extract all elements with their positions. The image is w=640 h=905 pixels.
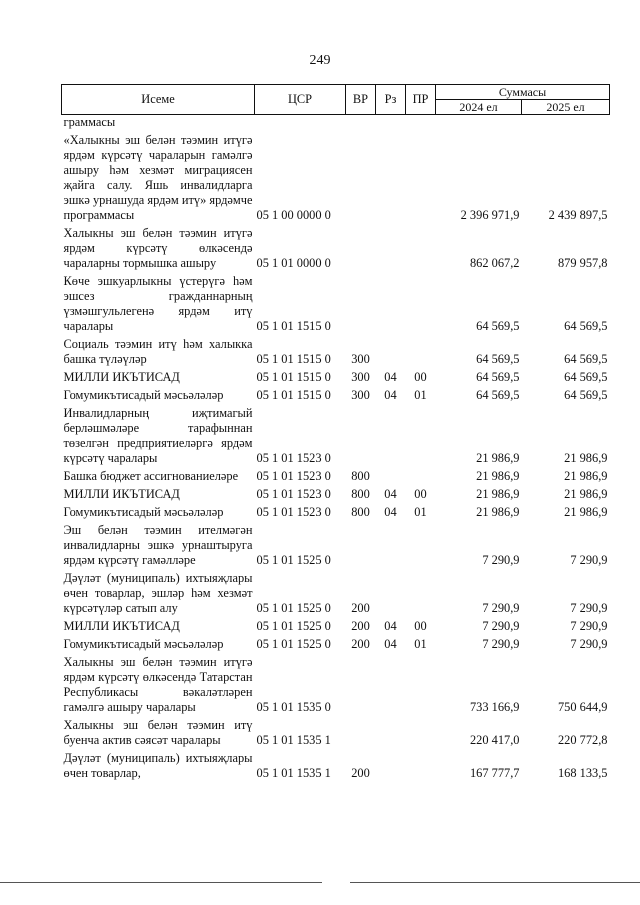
row-name: Халыкны эш белән тәэмин итүгә ярдәм күрсәтү өлкәсендә Татарстан Республикасы вәкаләтләрен гамәлгә ашыру чаралары <box>63 655 253 714</box>
row-rz: 04 <box>384 637 397 651</box>
row-name: МИЛЛИ ИКЪТИСАД <box>63 370 180 384</box>
row-sum-2025: 64 569,5 <box>564 370 608 384</box>
row-vr <box>346 132 376 225</box>
table-row <box>62 750 610 783</box>
row-rz <box>376 522 406 570</box>
row-csr: 05 1 01 1523 0 <box>256 469 331 483</box>
row-pr <box>406 522 436 570</box>
table-row <box>62 522 610 570</box>
row-csr: 05 1 01 1525 0 <box>256 601 331 615</box>
row-rz: 04 <box>384 619 397 633</box>
row-sum-2025: 21 986,9 <box>564 505 608 519</box>
row-name: Башка бюджет ассигнованиеләре <box>63 469 239 483</box>
table-row <box>62 618 610 636</box>
table-row <box>62 636 610 654</box>
row-pr: 01 <box>414 505 427 519</box>
row-name: «Халыкны эш белән тәэмин итүгә ярдәм күрсәтү чараларын гамәлгә ашыру һәм хезмәт миграциясен җайга салу. Яшь инвалидларга эшкә урнашуда ярдәм итү» ярдәмче программасы <box>63 133 253 222</box>
row-sum-2025: 2 439 897,5 <box>548 208 608 222</box>
row-vr: 300 <box>351 388 370 402</box>
row-vr <box>346 115 376 133</box>
row-sum-2025: 21 986,9 <box>564 487 608 501</box>
row-rz <box>376 468 406 486</box>
row-vr: 800 <box>351 469 370 483</box>
row-csr: 05 1 01 1525 0 <box>256 637 331 651</box>
table-row <box>62 504 610 522</box>
row-vr: 300 <box>351 352 370 366</box>
row-sum-2024 <box>436 115 522 133</box>
row-sum-2024: 7 290,9 <box>482 637 520 651</box>
header-pr: ПР <box>406 85 436 115</box>
row-name: Халыкны эш белән тәэмин итүгә ярдәм күрсәтү өлкәсендә чараларны тормышка ашыру <box>63 226 253 270</box>
table-row <box>62 654 610 717</box>
table-row <box>62 369 610 387</box>
table-row <box>62 486 610 504</box>
row-sum-2024: 21 986,9 <box>476 451 520 465</box>
row-pr <box>406 405 436 468</box>
row-vr <box>346 405 376 468</box>
footer-rule <box>350 882 640 883</box>
row-sum-2024: 733 166,9 <box>469 700 520 714</box>
row-pr: 00 <box>414 487 427 501</box>
row-csr: 05 1 01 1523 0 <box>256 451 331 465</box>
row-vr <box>346 273 376 336</box>
row-name: Эш белән тәэмин ителмәгән инвалидларны эшкә урнаштыруга ярдәм күрсәтү гамәлләре <box>63 523 253 567</box>
row-rz: 04 <box>384 388 397 402</box>
row-csr: 05 1 01 1515 0 <box>256 319 331 333</box>
row-sum-2024: 7 290,9 <box>482 601 520 615</box>
row-sum-2025: 21 986,9 <box>564 469 608 483</box>
row-csr: 05 1 01 1535 1 <box>256 733 331 747</box>
row-pr <box>406 115 436 133</box>
row-sum-2025 <box>522 115 610 133</box>
row-name: Дәүләт (муниципаль) ихтыяҗлары өчен товарлар, эшләр һәм хезмәт күрсәтүләр сатып алу <box>63 571 253 615</box>
row-pr <box>406 225 436 273</box>
header-csr: ЦСР <box>255 85 346 115</box>
row-name: МИЛЛИ ИКЪТИСАД <box>63 619 180 633</box>
row-vr: 200 <box>351 637 370 651</box>
row-csr: 05 1 01 0000 0 <box>256 256 331 270</box>
row-sum-2025: 220 772,8 <box>557 733 608 747</box>
row-sum-2024: 64 569,5 <box>476 388 520 402</box>
row-sum-2025: 7 290,9 <box>570 637 608 651</box>
row-sum-2025: 64 569,5 <box>564 319 608 333</box>
row-name: Инвалидларның иҗтимагый берләшмәләре тарафыннан төзелгән предприятиеләргә ярдәм күрсәтү чаралары <box>63 406 253 465</box>
row-csr: 05 1 01 1515 0 <box>256 388 331 402</box>
table-body <box>62 115 610 784</box>
row-sum-2024: 862 067,2 <box>469 256 520 270</box>
row-pr <box>406 336 436 369</box>
header-name: Исеме <box>62 85 255 115</box>
row-sum-2024: 64 569,5 <box>476 370 520 384</box>
row-csr: 05 1 01 1515 0 <box>256 370 331 384</box>
row-name: Дәүләт (муниципаль) ихтыяҗлары өчен товарлар, <box>63 751 253 780</box>
row-csr: 05 1 01 1525 0 <box>256 553 331 567</box>
table-row <box>62 132 610 225</box>
header-year-2024: 2024 ел <box>436 100 522 115</box>
row-rz <box>376 717 406 750</box>
row-rz: 04 <box>384 487 397 501</box>
row-sum-2025: 7 290,9 <box>570 619 608 633</box>
row-csr <box>255 115 346 133</box>
row-sum-2025: 64 569,5 <box>564 352 608 366</box>
row-pr <box>406 273 436 336</box>
row-name: граммасы <box>63 115 116 129</box>
row-sum-2025: 168 133,5 <box>557 766 608 780</box>
row-csr: 05 1 00 0000 0 <box>256 208 331 222</box>
row-csr: 05 1 01 1523 0 <box>256 505 331 519</box>
row-rz <box>376 750 406 783</box>
footer-rule <box>0 882 322 883</box>
row-csr: 05 1 01 1525 0 <box>256 619 331 633</box>
row-sum-2024: 7 290,9 <box>482 619 520 633</box>
table-row <box>62 336 610 369</box>
row-sum-2024: 7 290,9 <box>482 553 520 567</box>
row-rz <box>376 132 406 225</box>
table-row <box>62 225 610 273</box>
row-rz: 04 <box>384 505 397 519</box>
row-pr <box>406 132 436 225</box>
row-sum-2025: 7 290,9 <box>570 553 608 567</box>
row-pr: 00 <box>414 370 427 384</box>
row-rz <box>376 115 406 133</box>
row-name: Гомумикътисадый мәсьәләләр <box>63 505 224 519</box>
row-sum-2025: 879 957,8 <box>557 256 608 270</box>
row-vr <box>346 522 376 570</box>
header-vr: ВР <box>346 85 376 115</box>
table-row <box>62 405 610 468</box>
row-sum-2024: 64 569,5 <box>476 319 520 333</box>
row-pr <box>406 468 436 486</box>
row-sum-2024: 220 417,0 <box>469 733 520 747</box>
header-year-2025: 2025 ел <box>522 100 610 115</box>
row-vr: 300 <box>351 370 370 384</box>
row-rz <box>376 570 406 618</box>
row-vr: 800 <box>351 487 370 501</box>
row-csr: 05 1 01 1535 0 <box>256 700 331 714</box>
row-sum-2024: 64 569,5 <box>476 352 520 366</box>
row-vr: 200 <box>351 601 370 615</box>
table-row <box>62 115 610 133</box>
row-sum-2024: 21 986,9 <box>476 505 520 519</box>
row-rz <box>376 654 406 717</box>
row-vr: 800 <box>351 505 370 519</box>
header-sums: Суммасы <box>436 85 610 100</box>
table-row <box>62 273 610 336</box>
row-csr: 05 1 01 1515 0 <box>256 352 331 366</box>
row-rz <box>376 405 406 468</box>
row-rz <box>376 225 406 273</box>
row-pr: 01 <box>414 388 427 402</box>
row-name: Көче эшкуарлыкны үстерүгә һәм эшсез гражданнарның үзмәшгульлегенә ярдәм итү чаралары <box>63 274 253 333</box>
row-vr: 200 <box>351 619 370 633</box>
row-sum-2025: 7 290,9 <box>570 601 608 615</box>
table-row <box>62 717 610 750</box>
row-vr: 200 <box>351 766 370 780</box>
row-sum-2024: 2 396 971,9 <box>460 208 520 222</box>
table-row <box>62 468 610 486</box>
budget-table <box>61 84 610 783</box>
row-vr <box>346 225 376 273</box>
table-row <box>62 387 610 405</box>
row-name: Гомумикътисадый мәсьәләләр <box>63 388 224 402</box>
row-name: Халыкны эш белән тәэмин итү буенча актив сәясәт чаралары <box>63 718 253 747</box>
row-pr <box>406 750 436 783</box>
row-pr <box>406 654 436 717</box>
row-sum-2024: 167 777,7 <box>469 766 520 780</box>
row-pr: 00 <box>414 619 427 633</box>
row-csr: 05 1 01 1535 1 <box>256 766 331 780</box>
page-number: 249 <box>309 53 331 68</box>
row-pr: 01 <box>414 637 427 651</box>
table-header <box>62 85 610 115</box>
row-vr <box>346 654 376 717</box>
row-pr <box>406 717 436 750</box>
row-rz <box>376 336 406 369</box>
row-csr: 05 1 01 1523 0 <box>256 487 331 501</box>
row-sum-2025: 21 986,9 <box>564 451 608 465</box>
row-name: Социаль тәэмин итү һәм халыкка башка түләүләр <box>63 337 253 366</box>
table-row <box>62 570 610 618</box>
row-vr <box>346 717 376 750</box>
row-rz: 04 <box>384 370 397 384</box>
row-name: Гомумикътисадый мәсьәләләр <box>63 637 224 651</box>
row-sum-2024: 21 986,9 <box>476 487 520 501</box>
header-rz: Рз <box>376 85 406 115</box>
row-pr <box>406 570 436 618</box>
row-sum-2025: 750 644,9 <box>557 700 608 714</box>
row-rz <box>376 273 406 336</box>
row-sum-2024: 21 986,9 <box>476 469 520 483</box>
row-sum-2025: 64 569,5 <box>564 388 608 402</box>
row-name: МИЛЛИ ИКЪТИСАД <box>63 487 180 501</box>
